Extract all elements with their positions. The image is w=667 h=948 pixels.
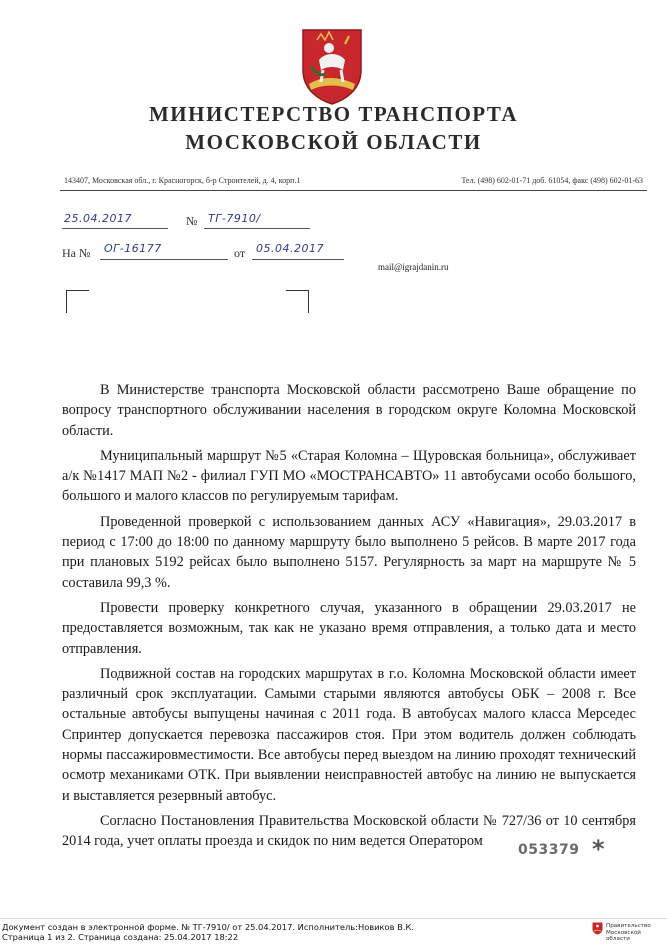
footer-org-line1: Правительство	[606, 923, 651, 929]
body-paragraph: Провести проверку конкретного случая, указанного в обращении 29.03.2017 не предоставляется возможным, так как не указано время отправления, а только дата и место отправления.	[62, 599, 636, 657]
outgoing-date-line	[62, 228, 168, 229]
footer-org-line2: Московской области	[606, 929, 641, 943]
footer-page-info: Страница 1 из 2. Страница создана: 25.04.2017 18:22	[2, 932, 239, 942]
ministry-title-line2: МОСКОВСКОЙ ОБЛАСТИ	[185, 130, 482, 154]
outgoing-number: ТГ-7910/	[208, 212, 261, 225]
moscow-oblast-coat-of-arms-icon	[299, 26, 365, 106]
number-sign: №	[186, 214, 198, 228]
moscow-oblast-government-logo-icon	[592, 922, 603, 935]
reply-to-label: На №	[62, 246, 91, 260]
reply-to-date-line	[252, 259, 344, 260]
header-divider	[60, 190, 647, 191]
body-paragraph: Муниципальный маршрут №5 «Старая Коломна – Щуровская больница», обслуживает а/к №1417 МАП №2 - филиал ГУП МО «МОСТРАНСАВТО» 11 автобусами особо большого, большого и малого классов по регулируемым тарифам.	[62, 447, 636, 505]
footer-organization	[606, 923, 666, 943]
body-paragraph: В Министерстве транспорта Московской области рассмотрено Ваше обращение по вопросу транспортного обслуживании населения в городском округе Коломна Московской области.	[62, 382, 636, 439]
contact-phones: Тел. (498) 602-01-71 доб. 61054, факс (498) 602-01-63	[461, 176, 643, 185]
reply-to-date: 05.04.2017	[256, 242, 324, 255]
reply-to-number: ОГ-16177	[104, 242, 162, 255]
body-paragraph: Проведенной проверкой с использованием данных АСУ «Навигация», 29.03.2017 в период с 17:00 до 18:00 по данному маршруту было выполнено 5 рейсов. В марте 2017 года при плановых 5192 рейсах было выполнено 5157. Регулярность за март на маршруте № 5 составила 99,3 %.	[62, 513, 636, 591]
stamped-document-number: 053379	[518, 842, 580, 858]
asterisk-mark: *	[592, 835, 605, 863]
body-paragraph: Согласно Постановления Правительства Московской области № 727/36 от 10 сентября 2014 года, учет оплаты проезда и скидок по ним ведется Оператором	[62, 812, 636, 850]
address-block-bracket-left	[66, 290, 89, 313]
recipient-email: mail@igrajdanin.ru	[378, 262, 449, 272]
footer-document-info: Документ создан в электронной форме. № ТГ-7910/ от 25.04.2017. Исполнитель:Новиков В.К.	[2, 922, 415, 932]
outgoing-number-line	[204, 228, 310, 229]
address-line	[64, 176, 643, 185]
ministry-title	[0, 100, 667, 156]
letter-body	[62, 380, 636, 857]
body-paragraph: Подвижной состав на городских маршрутах в г.о. Коломна Московской области имеет различный срок эксплуатации. Самыми старыми являются автобусы ОБК – 2008 г. Все остальные автобусы выпущены начиная с 2011 года. В автобусах малого класса Мерседес Спринтер допускается перевозка пассажиров стоя. При этом водитель должен соблюдать нормы пассажировместимости. Все автобусы перед выездом на линию проходят технический осмотр механиками ОТК. При выявлении неисправностей автобус на линию не выпускается и выставляется резервный автобус.	[62, 665, 636, 804]
ministry-title-line1: МИНИСТЕРСТВО ТРАНСПОРТА	[148, 102, 519, 126]
postal-address: 143407, Московская обл., г. Красногорск, б-р Строителей, д. 4, корп.1	[64, 176, 301, 185]
outgoing-date: 25.04.2017	[64, 212, 132, 225]
reply-to-number-line	[100, 259, 228, 260]
from-label: от	[234, 246, 246, 260]
address-block-bracket-right	[286, 290, 309, 313]
